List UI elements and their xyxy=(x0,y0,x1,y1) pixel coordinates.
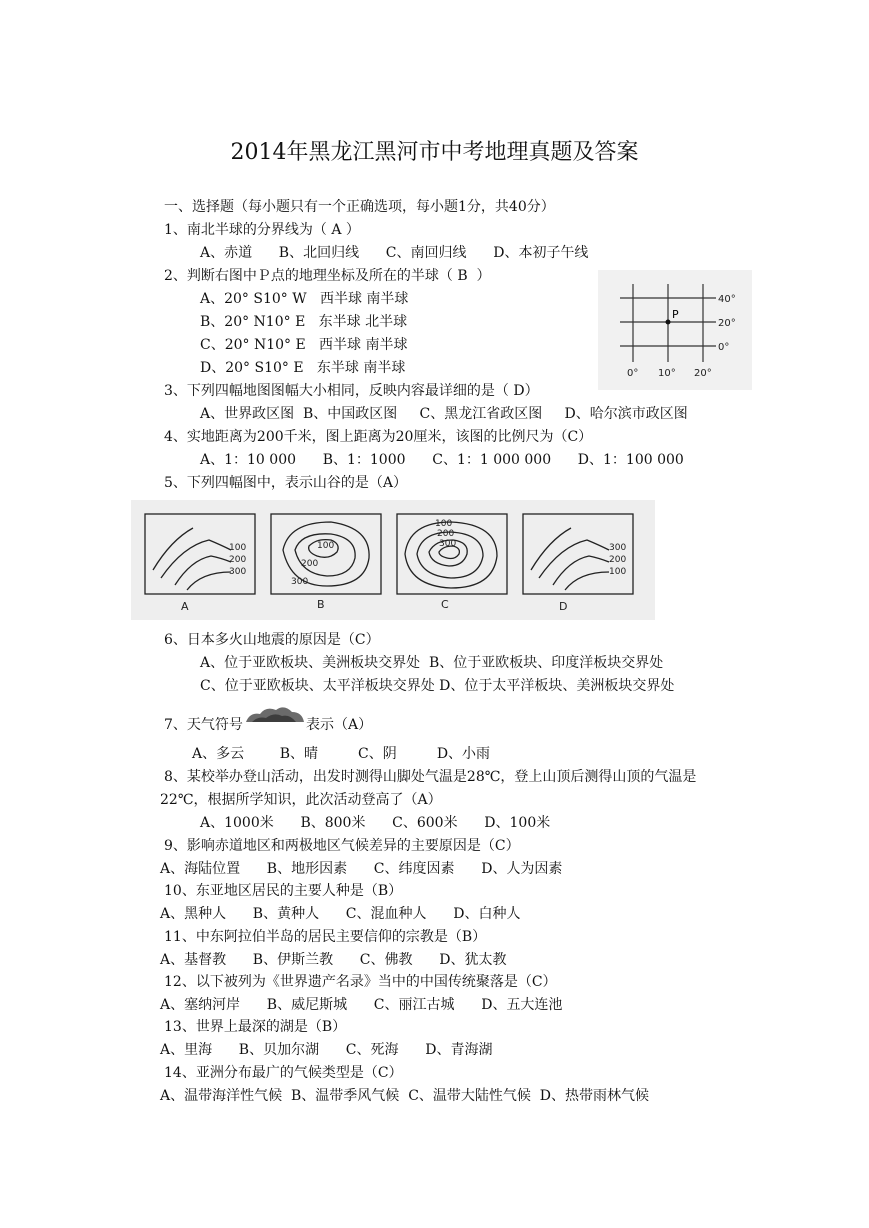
question-10-options: A、黑种人 B、黄种人 C、混血种人 D、白种人 xyxy=(160,906,521,922)
contour-panel-letter: D xyxy=(559,600,568,613)
question-9: 9、影响赤道地区和两极地区气候差异的主要原因是（C） xyxy=(164,838,520,854)
question-5: 5、下列四幅图中，表示山谷的是（A） xyxy=(164,475,408,491)
contour-panel-letter: A xyxy=(181,600,189,613)
question-6-options-cd: C、位于亚欧板块、太平洋板块交界处 D、位于太平洋板块、美洲板块交界处 xyxy=(200,678,675,694)
question-2-option-b: B、20° N10° E 东半球 北半球 xyxy=(200,314,408,330)
contour-panel-letter: B xyxy=(317,598,325,611)
question-2: 2、判断右图中Ｐ点的地理坐标及所在的半球（ B ） xyxy=(164,268,491,284)
contour-map-figure xyxy=(131,500,655,620)
contour-label: 100 xyxy=(609,567,627,577)
lat-label: 40° xyxy=(718,294,736,305)
point-p-marker xyxy=(666,320,671,325)
question-3-options: A、世界政区图 B、中国政区图 C、黑龙江省政区图 D、哈尔滨市政区图 xyxy=(200,406,688,422)
lat-label: 0° xyxy=(718,342,730,353)
question-11-options: A、基督教 B、伊斯兰教 C、佛教 D、犹太教 xyxy=(160,952,507,968)
contour-label: 300 xyxy=(229,567,247,577)
contour-label: 200 xyxy=(229,555,247,565)
lon-label: 0° xyxy=(627,368,639,379)
question-3: 3、下列四幅地图图幅大小相同，反映内容最详细的是（ D） xyxy=(164,383,539,399)
question-2-option-d: D、20° S10° E 东半球 南半球 xyxy=(200,360,406,376)
question-7-tail: 表示（A） xyxy=(306,717,373,733)
contour-panel-letter: C xyxy=(441,598,449,611)
lat-label: 20° xyxy=(718,318,736,329)
contour-label: 100 xyxy=(435,519,453,529)
question-1: 1、南北半球的分界线为（ A ） xyxy=(164,222,360,238)
question-14: 14、亚洲分布最广的气候类型是（C） xyxy=(164,1065,403,1081)
contour-label: 200 xyxy=(609,555,627,565)
weather-symbol-icon xyxy=(244,704,306,726)
contour-label: 300 xyxy=(291,577,309,587)
question-2-option-a: A、20° S10° W 西半球 南半球 xyxy=(200,291,409,307)
contour-label: 300 xyxy=(439,539,457,549)
lat-lon-grid-figure xyxy=(598,270,752,390)
question-4: 4、实地距离为200千米，图上距离为20厘米，该图的比例尺为（C） xyxy=(164,429,593,445)
contour-label: 300 xyxy=(609,543,627,553)
question-2-option-c: C、20° N10° E 西半球 南半球 xyxy=(200,337,408,353)
contour-label: 200 xyxy=(301,559,319,569)
question-8: 8、某校举办登山活动，出发时测得山脚处气温是28℃，登上山顶后测得山顶的气温是 xyxy=(164,769,697,785)
point-p-label: P xyxy=(672,308,679,321)
contour-label: 100 xyxy=(317,541,335,551)
question-13-options: A、里海 B、贝加尔湖 C、死海 D、青海湖 xyxy=(160,1042,493,1058)
question-1-options: A、赤道 B、北回归线 C、南回归线 D、本初子午线 xyxy=(200,245,589,261)
question-12-options: A、塞纳河岸 B、威尼斯城 C、丽江古城 D、五大连池 xyxy=(160,997,563,1013)
question-8-options: A、1000米 B、800米 C、600米 D、100米 xyxy=(200,815,551,831)
section-heading: 一、选择题（每小题只有一个正确选项，每小题1分，共40分） xyxy=(164,199,555,215)
contour-label: 200 xyxy=(437,529,455,539)
question-6-options-ab: A、位于亚欧板块、美洲板块交界处 B、位于亚欧板块、印度洋板块交界处 xyxy=(200,655,664,671)
question-8-continued: 22℃，根据所学知识，此次活动登高了（A） xyxy=(160,792,442,808)
question-4-options: A、1：10 000 B、1：1000 C、1：1 000 000 D、1：100 000 xyxy=(200,452,684,468)
question-11: 11、中东阿拉伯半岛的居民主要信仰的宗教是（B） xyxy=(164,929,487,945)
question-10: 10、东亚地区居民的主要人种是（B） xyxy=(164,883,403,899)
question-7: 7、天气符号 xyxy=(164,717,243,733)
contour-label: 100 xyxy=(229,543,247,553)
question-14-options: A、温带海洋性气候 B、温带季风气候 C、温带大陆性气候 D、热带雨林气候 xyxy=(160,1088,650,1104)
page-title: 2014年黑龙江黑河市中考地理真题及答案 xyxy=(230,140,639,165)
question-6: 6、日本多火山地震的原因是（C） xyxy=(164,632,380,648)
question-13: 13、世界上最深的湖是（B） xyxy=(164,1019,347,1035)
lon-label: 10° xyxy=(658,368,676,379)
question-12: 12、以下被列为《世界遗产名录》当中的中国传统聚落是（C） xyxy=(164,974,557,990)
question-9-options: A、海陆位置 B、地形因素 C、纬度因素 D、人为因素 xyxy=(160,861,563,877)
lon-label: 20° xyxy=(694,368,712,379)
question-7-options: A、多云 B、晴 C、阴 D、小雨 xyxy=(192,746,491,762)
